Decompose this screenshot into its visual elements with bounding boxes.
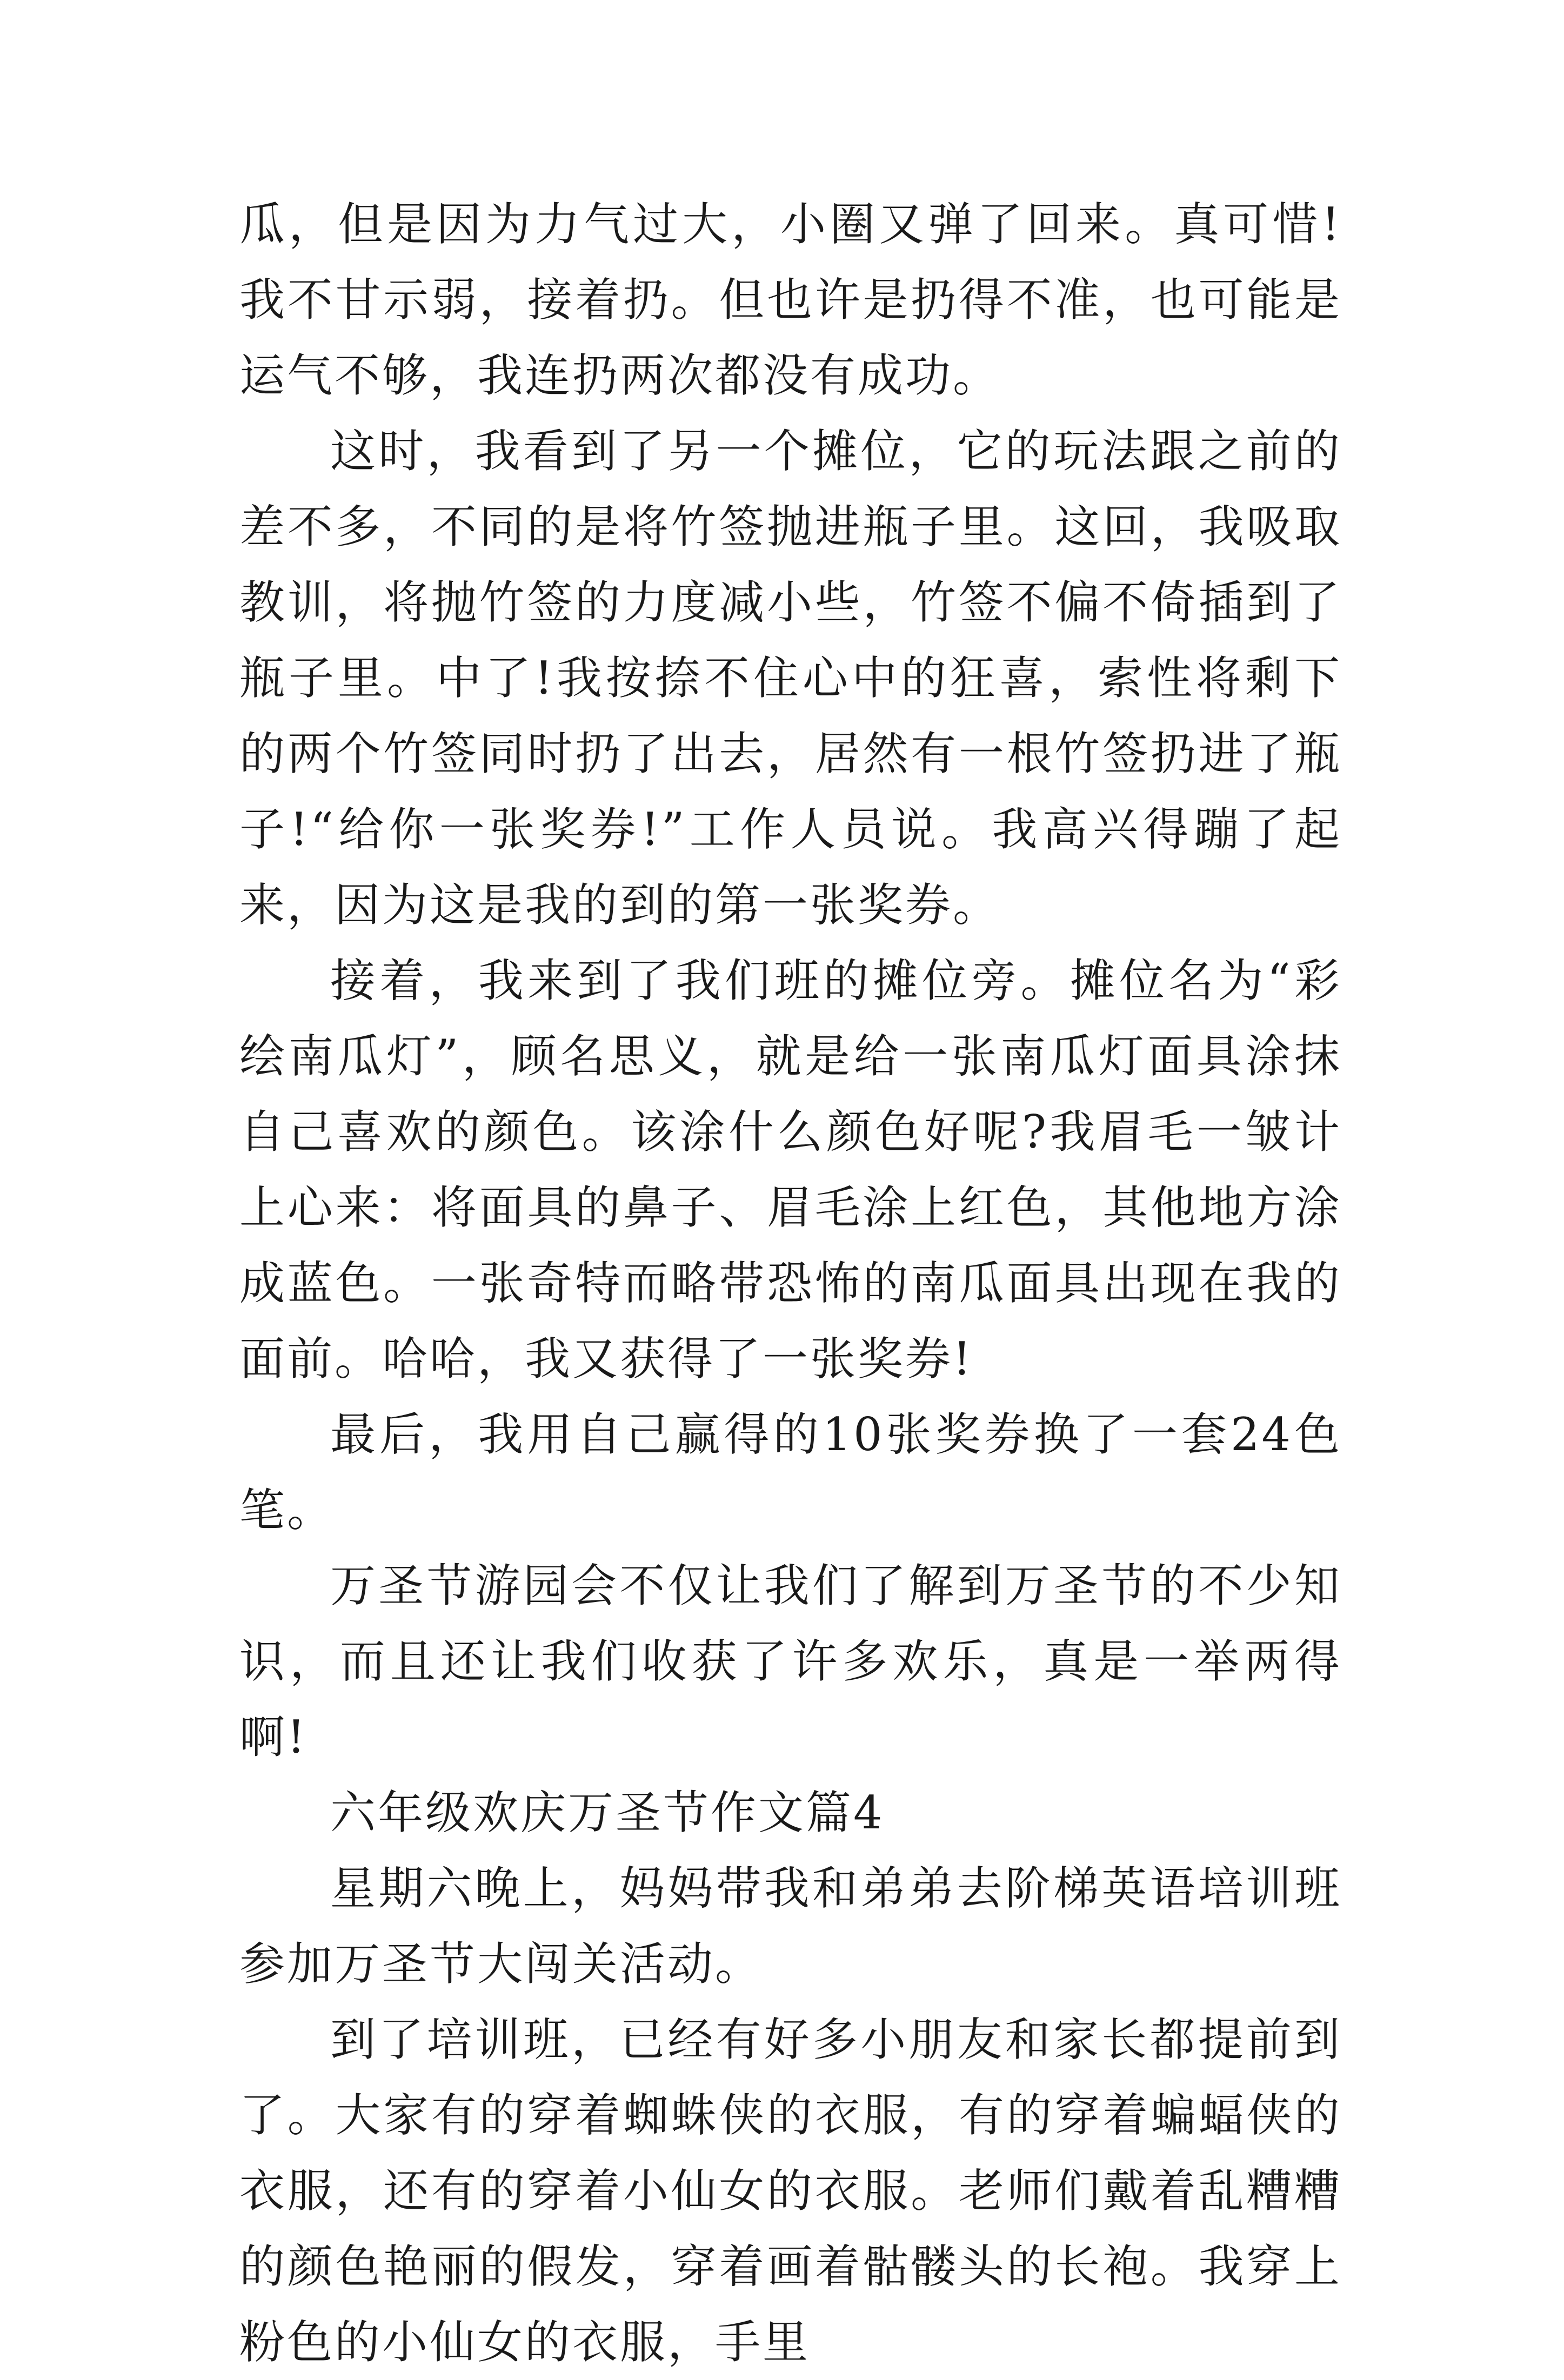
paragraph-conclusion: 万圣节游园会不仅让我们了解到万圣节的不少知识，而且还让我们收获了许多欢乐，真是一举两得啊! xyxy=(239,1559,1342,1764)
paragraph-pumpkin-lantern: 接着，我来到了我们班的摊位旁。摊位名为“彩绘南瓜灯”，顾名思义，就是给一张南瓜灯面具涂抹自己喜欢的颜色。该涂什么颜色好呢?我眉毛一皱计上心来：将面具的鼻子、眉毛涂上红色，其他地方涂成蓝色。一张奇特而略带恐怖的南瓜面具出现在我的面前。哈哈，我又获得了一张奖券! xyxy=(239,954,1342,1385)
paragraph-bottle-stall: 这时，我看到了另一个摊位，它的玩法跟之前的差不多，不同的是将竹签抛进瓶子里。这回，我吸取教训，将抛竹签的力度减小些，竹签不偏不倚插到了瓶子里。中了!我按捺不住心中的狂喜，索性将剩下的两个竹签同时扔了出去，居然有一根竹签扔进了瓶子!“给你一张奖券!”工作人员说。我高兴得蹦了起来，因为这是我的到的第一张奖券。 xyxy=(239,425,1342,931)
paragraph-costumes: 到了培训班，已经有好多小朋友和家长都提前到了。大家有的穿着蜘蛛侠的衣服，有的穿着蝙蝠侠的衣服，还有的穿着小仙女的衣服。老师们戴着乱糟糟的颜色艳丽的假发，穿着画着骷髅头的长袍。我穿上粉色的小仙女的衣服，手里 xyxy=(239,2013,1342,2369)
essay-heading: 六年级欢庆万圣节作文篇4 xyxy=(330,1786,885,1839)
paragraph-saturday-evening: 星期六晚上，妈妈带我和弟弟去阶梯英语培训班参加万圣节大闯关活动。 xyxy=(239,1862,1342,1990)
document-body xyxy=(239,186,1342,2380)
paragraph-prize-exchange: 最后，我用自己赢得的10张奖券换了一套24色笔。 xyxy=(239,1408,1342,1537)
paragraph-continued: 瓜，但是因为力气过大，小圈又弹了回来。真可惜!我不甘示弱，接着扔。但也许是扔得不准，也可能是运气不够，我连扔两次都没有成功。 xyxy=(239,198,1342,402)
